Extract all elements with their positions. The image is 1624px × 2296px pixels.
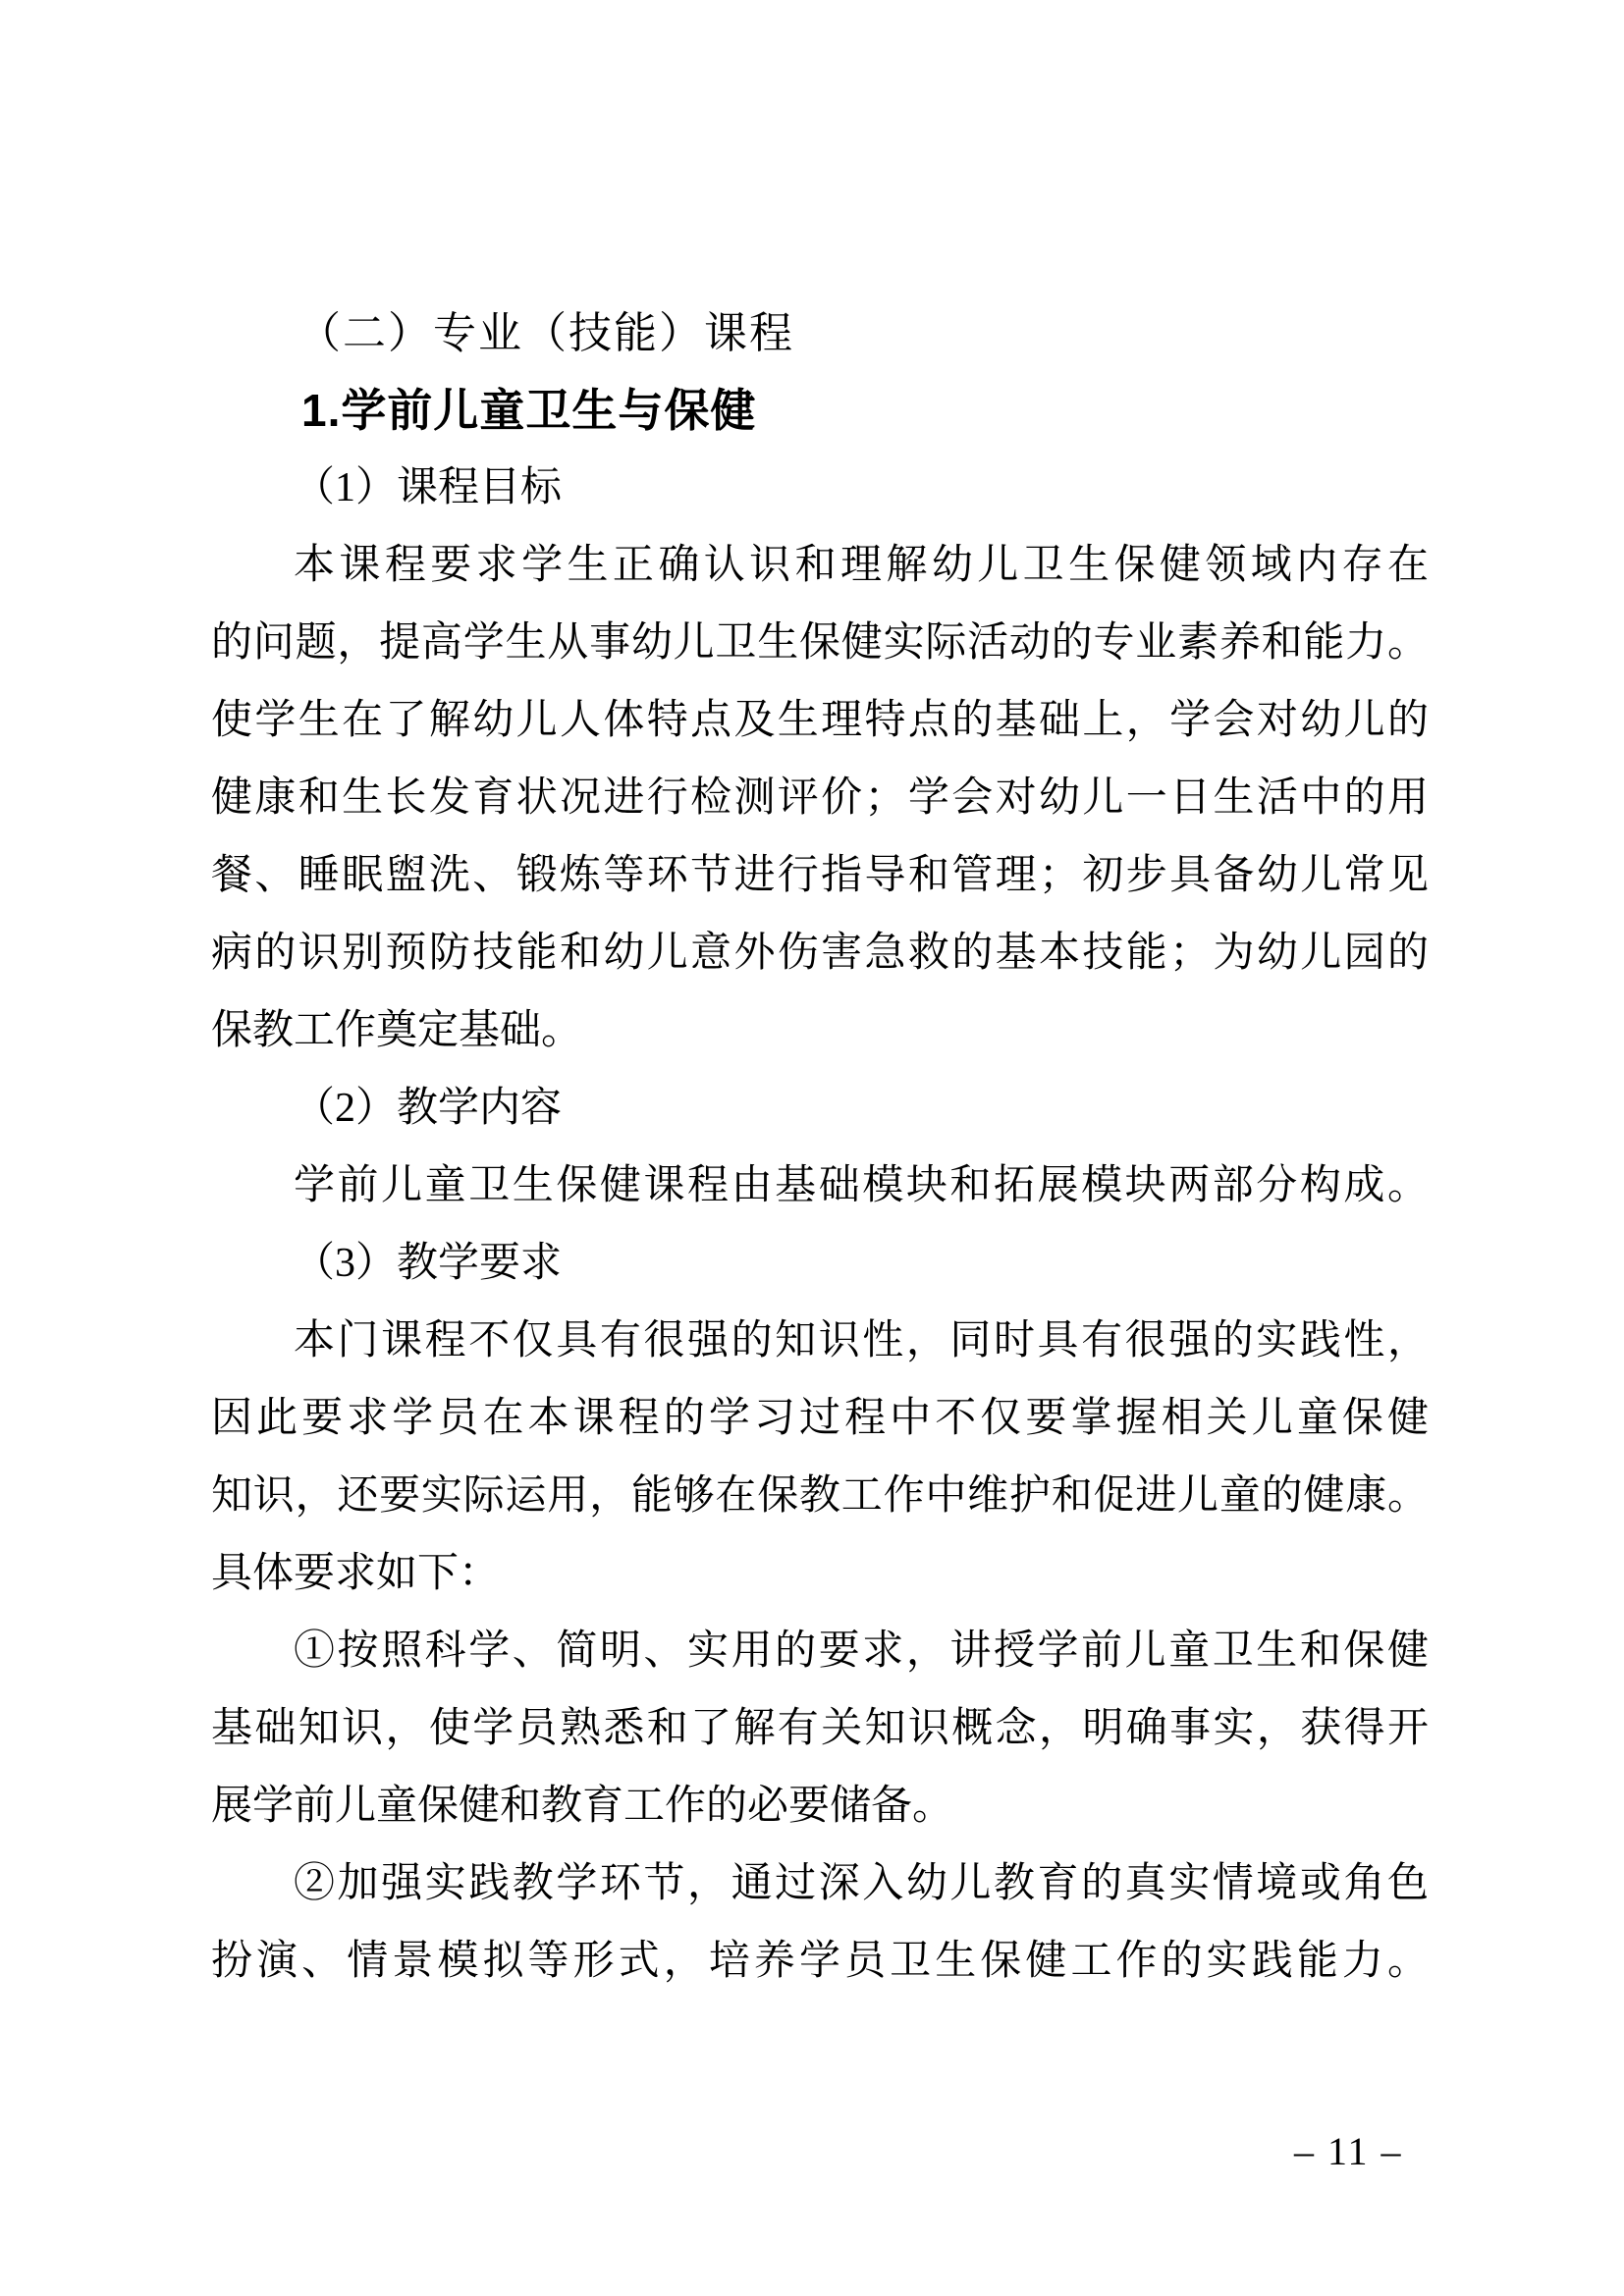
text-line-item-2: ②加强实践教学环节，通过深入幼儿教育的真实情境或角色 [294,1861,1429,1906]
text-line: 使学生在了解幼儿人体特点及生理特点的基础上，学会对幼儿的 [211,698,1429,743]
text-line: 健康和生长发育状况进行检测评价；学会对幼儿一日生活中的用 [211,775,1429,821]
text-line: 病的识别预防技能和幼儿意外伤害急救的基本技能；为幼儿园的 [211,931,1429,976]
text-line: 的问题，提高学生从事幼儿卫生保健实际活动的专业素养和能力。 [211,620,1429,666]
text-line: 保教工作奠定基础。 [211,1008,583,1053]
text-line: 本课程要求学生正确认识和理解幼儿卫生保健领域内存在 [294,543,1429,588]
subsection-label-requirements: （3）教学要求 [294,1241,563,1286]
text-line: 基础知识，使学员熟悉和了解有关知识概念，明确事实，获得开 [211,1706,1429,1751]
section-heading: （二）专业（技能）课程 [298,309,794,357]
subsection-label-objectives: （1）课程目标 [294,465,563,510]
document-body [211,294,1429,2001]
text-line: 学前儿童卫生保健课程由基础模块和拓展模块两部分构成。 [294,1163,1429,1208]
text-line: 具体要求如下： [211,1551,501,1596]
course-title: 1.学前儿童卫生与保健 [301,385,757,436]
text-line: 本门课程不仅具有很强的知识性，同时具有很强的实践性， [294,1318,1429,1363]
page-number: – 11 – [1294,2129,1403,2173]
subsection-label-content: （2）教学内容 [294,1086,563,1131]
text-line: 知识，还要实际运用，能够在保教工作中维护和促进儿童的健康。 [211,1473,1429,1519]
text-line: 因此要求学员在本课程的学习过程中不仅要掌握相关儿童保健 [211,1396,1429,1441]
text-line: 展学前儿童保健和教育工作的必要储备。 [211,1784,954,1829]
text-line: 扮演、情景模拟等形式，培养学员卫生保健工作的实践能力。 [211,1939,1429,1984]
text-line-item-1: ①按照科学、简明、实用的要求，讲授学前儿童卫生和保健 [294,1629,1429,1674]
text-line: 餐、睡眠盥洗、锻炼等环节进行指导和管理；初步具备幼儿常见 [211,853,1429,898]
